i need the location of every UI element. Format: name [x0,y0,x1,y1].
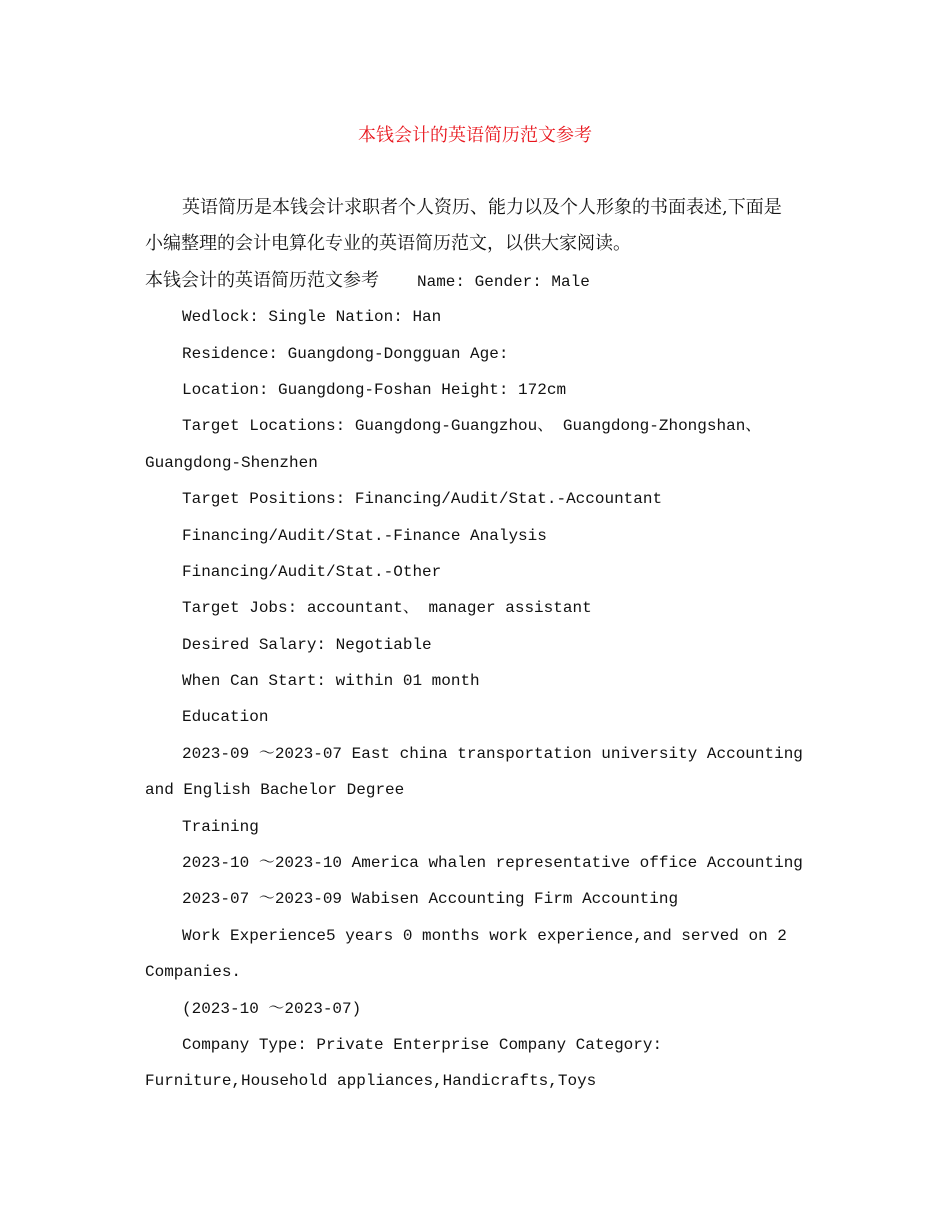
heading-name-line [145,263,810,299]
residence-line: Residence: Guangdong-Dongguan Age: [182,344,509,363]
target-positions-line-2: Financing/Audit/Stat.-Finance Analysis [182,526,547,545]
training-heading: Training [182,817,259,836]
document-body [145,190,810,1100]
heading-repeat: 本钱会计的英语简历范文参考 [145,269,379,291]
education-heading: Education [182,708,269,727]
education-line-2: and English Bachelor Degree [145,781,405,800]
document-title: 本钱会计的英语简历范文参考 [358,125,592,146]
target-positions-line-3: Financing/Audit/Stat.-Other [182,562,442,581]
wedlock-line: Wedlock: Single Nation: Han [182,308,442,327]
start-line: When Can Start: within 01 month [182,672,480,691]
target-positions-line-1: Target Positions: Financing/Audit/Stat.-Accountant [182,490,663,509]
intro-line-2: 小编整理的会计电算化专业的英语简历范文，以供大家阅读。 [145,233,631,255]
company-type-line-1: Company Type: Private Enterprise Company Category: [182,1035,663,1054]
target-locations-line-2: Guangdong-Shenzhen [145,453,318,472]
work-experience-line-1: Work Experience5 years 0 months work experience,and served on 2 [182,926,787,945]
training-line-2: 2023-07 ～2023-09 Wabisen Accounting Firm Accounting [182,890,679,909]
work-period-line: (2023-10 ～2023-07) [182,999,362,1018]
education-line-1: 2023-09 ～2023-07 East china transportation university Accounting [182,744,803,763]
target-locations-line-1: Target Locations: Guangdong-Guangzhou、 Guangdong-Zhongshan、 [182,417,762,436]
training-line-1: 2023-10 ～2023-10 America whalen representative office Accounting [182,854,803,873]
name-gender: Name: Gender: Male [417,272,590,291]
target-jobs-line: Target Jobs: accountant、 manager assistant [182,599,592,618]
intro-line-1: 英语简历是本钱会计求职者个人资历、能力以及个人形象的书面表述,下面是 [182,197,782,218]
location-line: Location: Guangdong-Foshan Height: 172cm [182,380,567,399]
company-type-line-2: Furniture,Household appliances,Handicrafts,Toys [145,1072,597,1091]
work-experience-line-2: Companies. [145,963,242,982]
desired-salary-line: Desired Salary: Negotiable [182,635,432,654]
